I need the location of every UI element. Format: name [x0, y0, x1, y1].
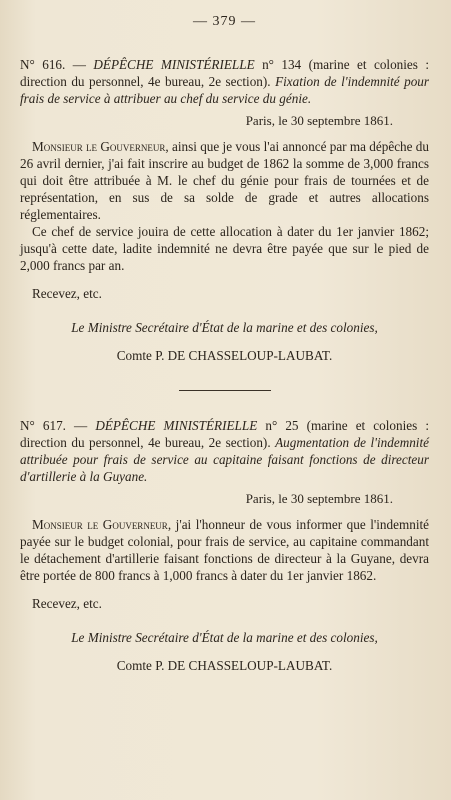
- dispatch-title: DÉPÊCHE MINISTÉRIELLE: [93, 57, 255, 72]
- salutation: Monsieur le Gouverneur: [32, 139, 166, 154]
- body-text: , ainsi que je vous l'ai annoncé par ma dépêche du 26 avril dernier, j'ai fait inscrire au budget de 1862 la somme de 3,000 francs qui doit être attribuée à M. le chef du génie pour frais de tournées et de représentation, en sus de sa solde de grade et autres allocations réglementaires.: [20, 139, 429, 222]
- dispatch-heading: N° 617. — DÉPÊCHE MINISTÉRIELLE n° 25 (marine et colonies : direction du personnel, 4e bureau, 2e section). Augmentation de l'indemnité attribuée pour frais de service au capitaine faisant fonctions de directeur d'artillerie à la Guyane.: [20, 418, 430, 484]
- dispatch-date: Paris, le 30 septembre 1861.: [245, 113, 393, 128]
- dispatch-heading: N° 616. — DÉPÊCHE MINISTÉRIELLE n° 134 (marine et colonies : direction du personnel, 4e bureau, 2e section). Fixation de l'indemnité pour frais de service à attribuer au chef du service du génie.: [20, 57, 430, 106]
- dispatch-number: N° 616.: [20, 57, 66, 72]
- signature: Comte P. DE CHASSELOUP-LAUBAT.: [116, 658, 333, 673]
- dispatch-title: DÉPÊCHE MINISTÉRIELLE: [95, 418, 258, 433]
- dispatch-body-1: [20, 138, 429, 223]
- closing: Le Ministre Secrétaire d'État de la marine et des colonies,: [71, 630, 378, 645]
- section-divider: [179, 390, 271, 391]
- dispatch-sub: n° 25 (marine et colonies : direction du personnel, 4e bureau, 2e section).: [20, 418, 430, 450]
- closing: Le Ministre Secrétaire d'État de la marine et des colonies,: [71, 320, 378, 335]
- body-text: , j'ai l'honneur de vous informer que l'indemnité payée sur le budget colonial, pour frais de service, au capitaine commandant le détachement d'artillerie faisant fonctions de directeur à la Guyane, devra être portée de 800 francs à 1,000 francs à dater du 1er janvier 1862.: [20, 517, 429, 583]
- dispatch-617: [20, 417, 429, 674]
- signoff: Recevez, etc.: [32, 286, 102, 301]
- dispatch-subject: Augmentation de l'indemnité attribuée pour frais de service au capitaine faisant fonctions de directeur d'artillerie à la Guyane.: [20, 435, 429, 484]
- dispatch-number: N° 617.: [20, 418, 66, 433]
- salutation: Monsieur le Gouverneur: [32, 517, 168, 532]
- signature: Comte P. DE CHASSELOUP-LAUBAT.: [116, 348, 333, 363]
- dispatch-616: [20, 56, 429, 364]
- dispatch-subject: Fixation de l'indemnité pour frais de service à attribuer au chef du service du génie.: [20, 74, 430, 106]
- signoff: Recevez, etc.: [32, 596, 102, 611]
- dispatch-sub: n° 134 (marine et colonies : direction du personnel, 4e bureau, 2e section).: [20, 57, 430, 89]
- dispatch-date: Paris, le 30 septembre 1861.: [245, 491, 393, 506]
- dispatch-body-1: [20, 516, 429, 584]
- dispatch-body-2: Ce chef de service jouira de cette allocation à dater du 1er janvier 1862; jusqu'à cette date, ladite indemnité ne devra être payée que sur le pied de 2,000 francs par an.: [20, 224, 429, 273]
- page-number: — 379 —: [193, 14, 256, 29]
